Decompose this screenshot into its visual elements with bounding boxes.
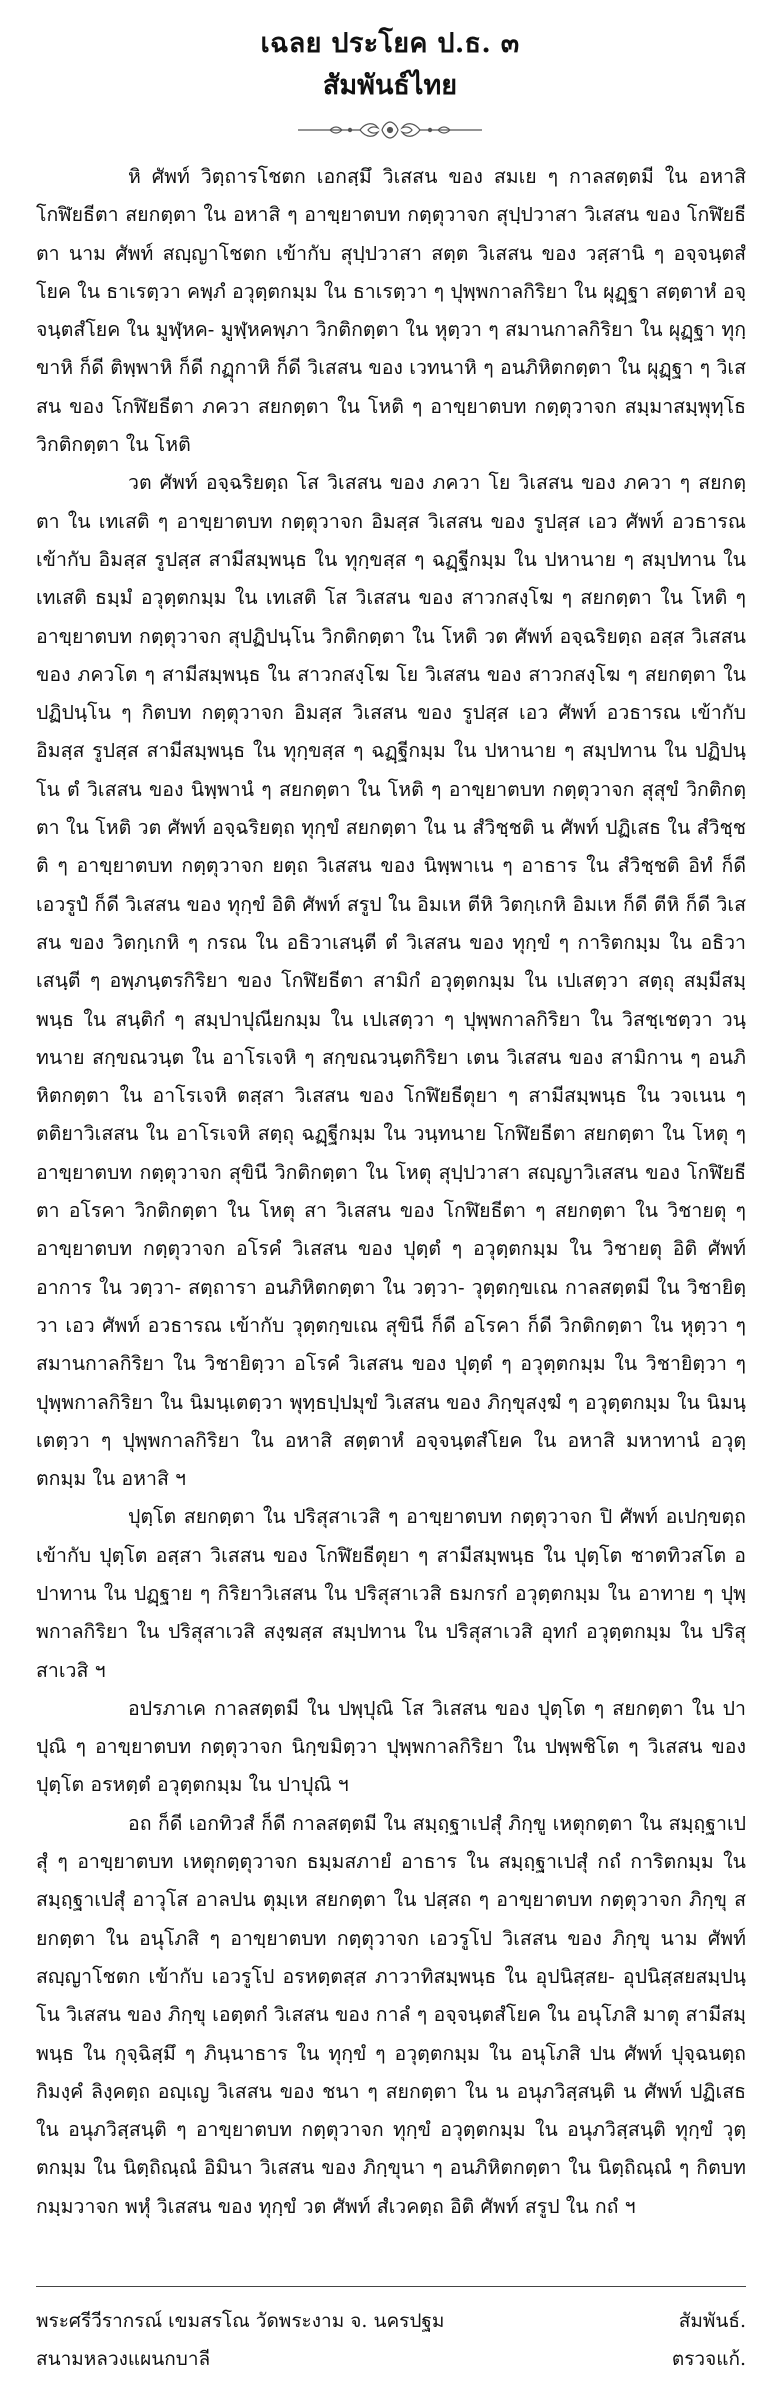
office-role: ตรวจแก้. — [671, 2348, 746, 2370]
paragraph-2: วต ศัพท์ อจฺฉริยตฺถ โส วิเสสน ของ ภควา โย วิเสสน ของ ภควา ๆ สยกตฺตา ใน เทเสติ ๆ อาขฺยาตบท กตฺตุวาจก อิมสฺส วิเสสน ของ รูปสฺส เอว ศัพท์ อวธารณ เข้ากับ อิมสฺส รูปสฺส สามีสมฺพนฺธ ใน ทุกฺขสฺส ๆ ฉฏฺฐีกมฺม ใน ปหานาย ๆ สมฺปทาน ใน เทเสติ ธมฺมํ อวุตฺตกมฺม ใน เทเสติ โส วิเสสน ของ สาวกสงฺโฆ ๆ สยกตฺตา ใน โหติ ๆ อาขฺยาตบท กตฺตุวาจก สุปฏิปนฺโน วิกติกตฺตา ใน โหติ วต ศัพท์ อจฺฉริยตฺถ อสฺส วิเสสน ของ ภควโต ๆ สามีสมฺพนฺธ ใน สาวกสงฺโฆ โย วิเสสน ของ สาวกสงฺโฆ ๆ สยกตฺตา ใน ปฏิปนฺโน ๆ กิตบท กตฺตุวาจก อิมสฺส วิเสสน ของ รูปสฺส เอว ศัพท์ อวธารณ เข้ากับ อิมสฺส รูปสฺส สามีสมฺพนฺธ ใน ทุกฺขสฺส ๆ ฉฏฺฐีกมฺม ใน ปหานาย ๆ สมฺปทาน ใน ปฏิปนฺโน ตํ วิเสสน ของ นิพฺพานํ ๆ สยกตฺตา ใน โหติ ๆ อาขฺยาตบท กตฺตุวาจก สุสุขํ วิกติกตฺตา ใน โหติ วต ศัพท์ อจฺฉริยตฺถ ทุกฺขํ สยกตฺตา ใน น สํวิชฺชติ น ศัพท์ ปฏิเสธ ใน สํวิชฺชติ ๆ อาขฺยาตบท กตฺตุวาจก ยตฺถ วิเสสน ของ นิพฺพาเน ๆ อาธาร ใน สํวิชฺชติ อิทํ ก็ดี เอวรูปํ ก็ดี วิเสสน ของ ทุกฺขํ อิติ ศัพท์ สรูป ใน อิมเห ตีหิ วิตกฺเกหิ อิมเห ก็ดี ตีหิ ก็ดี วิเสสน ของ วิตกฺเกหิ ๆ กรณ ใน อธิวาเสนฺตี ตํ วิเสสน ของ ทุกฺขํ ๆ การิตกมฺม ใน อธิวาเสนฺตี ๆ อพฺภนฺตรกิริยา ของ โกฬิยธีตา สามิกํ อวุตฺตกมฺม ใน เปเสตฺวา สตฺถุ สมฺมีสมฺพนฺธ ใน สนฺติกํ ๆ สมฺปาปุณียกมฺม ใน เปเสตฺวา ๆ ปุพฺพกาลกิริยา ใน วิสชฺเชตฺวา วนฺทนาย สกฺขณวนฺต ใน อาโรเจหิ ๆ สกฺขณวนฺตกิริยา เตน วิเสสน ของ สามิกาน ๆ อนภิหิตกตฺตา ใน อาโรเจหิ ตสฺสา วิเสสน ของ โกฬิยธีตุยา ๆ สามีสมฺพนฺธ ใน วจเนน ๆ ตติยาวิเสสน ใน อาโรเจหิ สตฺถุ ฉฏฺฐีกมฺม ใน วนฺทนาย โกฬิยธีตา สยกตฺตา ใน โหตุ ๆ อาขฺยาตบท กตฺตุวาจก สุขินี วิกติกตฺตา ใน โหตุ สุปฺปวาสา สญฺญาวิเสสน ของ โกฬิยธีตา อโรคา วิกติกตฺตา ใน โหตุ สา วิเสสน ของ โกฬิยธีตา ๆ สยกตฺตา ใน วิชายตุ ๆ อาขฺยาตบท กตฺตุวาจก อโรคํ วิเสสน ของ ปุตฺตํ ๆ อวุตฺตกมฺม ใน วิชายตุ อิติ ศัพท์ อาการ ใน วตฺวา- สตฺถารา อนภิหิตกตฺตา ใน วตฺวา- วุตฺตกฺขเณ กาลสตฺตมี ใน วิชายิตฺวา เอว ศัพท์ อวธารณ เข้ากับ วุตฺตกฺขเณ สุขินี ก็ดี อโรคา ก็ดี วิกติกตฺตา ใน หุตฺวา ๆ สมานกาลกิริยา ใน วิชายิตฺวา อโรคํ วิเสสน ของ ปุตฺตํ ๆ อวุตฺตกมฺม ใน วิชายิตฺวา ๆ ปุพฺพกาลกิริยา ใน นิมนฺเตตฺวา พุทฺธปฺปมุขํ วิเสสน ของ ภิกฺขุสงฺฆํ ๆ อวุตฺตกมฺม ใน นิมนฺเตตฺวา ๆ ปุพฺพกาลกิริยา ใน อหาสิ สตฺตาหํ อจฺจนฺตสํโยค ใน อหาสิ มหาทานํ อวุตฺตกมฺม ใน อหาสิ ฯ — [36, 471, 746, 1491]
page-title: เฉลย ประโยค ป.ธ. ๓ — [260, 28, 520, 59]
paragraph-4: อปรภาเค กาลสตฺตมี ใน ปพฺปุณิ โส วิเสสน ของ ปุตฺโต ๆ สยกตฺตา ใน ปาปุณิ ๆ อาขฺยาตบท กตฺตุวาจก นิกฺขมิตฺวา ปุพฺพกาลกิริยา ใน ปพฺพชิโต ๆ วิเสสน ของ ปุตฺโต อรหตฺตํ อวุตฺตกมฺม ใน ปาปุณิ ฯ — [36, 1696, 746, 1797]
footer-divider — [36, 2286, 746, 2287]
footer-row-office — [36, 2340, 746, 2378]
floral-divider-icon — [290, 118, 490, 142]
paragraph-3: ปุตฺโต สยกตฺตา ใน ปริสุสาเวสิ ๆ อาขฺยาตบท กตฺตุวาจก ปิ ศัพท์ อเปกฺขตฺถ เข้ากับ ปุตฺโต อสฺสา วิเสสน ของ โกฬิยธีตุยา ๆ สามีสมฺพนฺธ ใน ปุตฺโต ชาตทิวสโต อปาทาน ใน ปฏฺฐาย ๆ กิริยาวิเสสน ใน ปริสุสาเวสิ ธมกรกํ อวุตฺตกมฺม ใน อาทาย ๆ ปุพฺพกาลกิริยา ใน ปริสุสาเวสิ สงฺฆสฺส สมฺปทาน ใน ปริสุสาเวสิ อุทกํ อวุตฺตกมฺม ใน ปริสุสาเวสิ ฯ — [36, 1505, 746, 1682]
document-body — [36, 158, 746, 2226]
paragraph-1: หิ ศัพท์ วิตฺถารโชตก เอกสฺมึ วิเสสน ของ สมเย ๆ กาลสตฺตมี ใน อหาสิ โกฬิยธีตา สยกตฺตา ใน อหาสิ ๆ อาขฺยาตบท กตฺตุวาจก สุปฺปวาสา วิเสสน ของ โกฬิยธีตา นาม ศัพท์ สญฺญาโชตก เข้ากับ สุปฺปวาสา สตฺต วิเสสน ของ วสฺสานิ ๆ อจฺจนฺตสํโยค ใน ธาเรตฺวา คพฺภํ อวุตฺตกมฺม ใน ธาเรตฺวา ๆ ปุพฺพกาลกิริยา ใน ผุฏฺฐา สตฺตาหํ อจฺจนฺตสํโยค ใน มูฬฺหค- มูฬฺหคพฺภา วิกติกตฺตา ใน หุตฺวา ๆ สมานกาลกิริยา ใน ผุฏฺฐา ทุกฺขาหิ ก็ดี ติพฺพาหิ ก็ดี กฏุกาหิ ก็ดี วิเสสน ของ เวทนาหิ ๆ อนภิหิตกตฺตา ใน ผุฏฺฐา ๆ วิเสสน ของ โกฬิยธีตา ภควา สยกตฺตา ใน โหติ ๆ อาขฺยาตบท กตฺตุวาจก สมฺมาสมฺพุทฺโธ วิกติกตฺตา ใน โหติ — [36, 165, 746, 457]
paragraph-5: อถ ก็ดี เอกทิวสํ ก็ดี กาลสตฺตมี ใน สมฺถฺฐาเปสุํ ภิกฺขู เหตุกตฺตา ใน สมฺถฺฐาเปสุํ ๆ อาขฺยาตบท เหตุกตฺตุวาจก ธมฺมสภายํ อาธาร ใน สมฺถฺฐาเปสุํ กถํ การิตกมฺม ใน สมฺถฺฐาเปสุํ อาวุโส อาลปน ตุมฺเห สยกตฺตา ใน ปสฺสถ ๆ อาขฺยาตบท กตฺตุวาจก ภิกฺขุ สยกตฺตา ใน อนุโภสิ ๆ อาขฺยาตบท กตฺตุวาจก เอวรูโป วิเสสน ของ ภิกฺขุ นาม ศัพท์ สญฺญาโชตก เข้ากับ เอวรูโป อรหตฺตสฺส ภาวาทิสมฺพนฺธ ใน อุปนิสฺสย- อุปนิสฺสยสมฺปนฺโน วิเสสน ของ ภิกฺขุ เอตฺตกํ วิเสสน ของ กาลํ ๆ อจฺจนฺตสํโยค ใน อนุโภสิ มาตุ สามีสมฺพนฺธ ใน กุจฺฉิสฺมึ ๆ ภินฺนาธาร ใน ทุกฺขํ ๆ อวุตฺตกมฺม ใน อนุโภสิ ปน ศัพท์ ปุจฺฉนตฺถ กิมงฺคํ ลิงฺคตฺถ อญฺเญ วิเสสน ของ ชนา ๆ สยกตฺตา ใน น อนุภวิสฺสนฺติ น ศัพท์ ปฏิเสธ ใน อนุภวิสฺสนฺติ ๆ อาขฺยาตบท กตฺตุวาจก ทุกฺขํ อวุตฺตกมฺม ใน อนุภวิสฺสนฺติ ทุกฺขํ วุตฺตกมฺม ใน นิตฺถิณฺณํ อิมินา วิเสสน ของ ภิกฺขุนา ๆ อนภิหิตกตฺตา ใน นิตฺถิณฺณํ ๆ กิตบท กมฺมวาจก พหุํ วิเสสน ของ ทุกฺขํ วต ศัพท์ สํเวคตฺถ อิติ ศัพท์ สรูป ใน กถํ ฯ — [36, 1811, 746, 2218]
office-credit: สนามหลวงแผนกบาลี — [36, 2348, 211, 2370]
footer-row-author — [36, 2302, 746, 2340]
author-role: สัมพันธ์. — [678, 2310, 746, 2332]
document-footer — [36, 2302, 746, 2378]
page-subtitle: สัมพันธ์ไทย — [322, 70, 458, 101]
author-credit: พระศรีวีรากรณ์ เขมสรโณ วัดพระงาม จ. นครปฐม — [36, 2310, 445, 2332]
